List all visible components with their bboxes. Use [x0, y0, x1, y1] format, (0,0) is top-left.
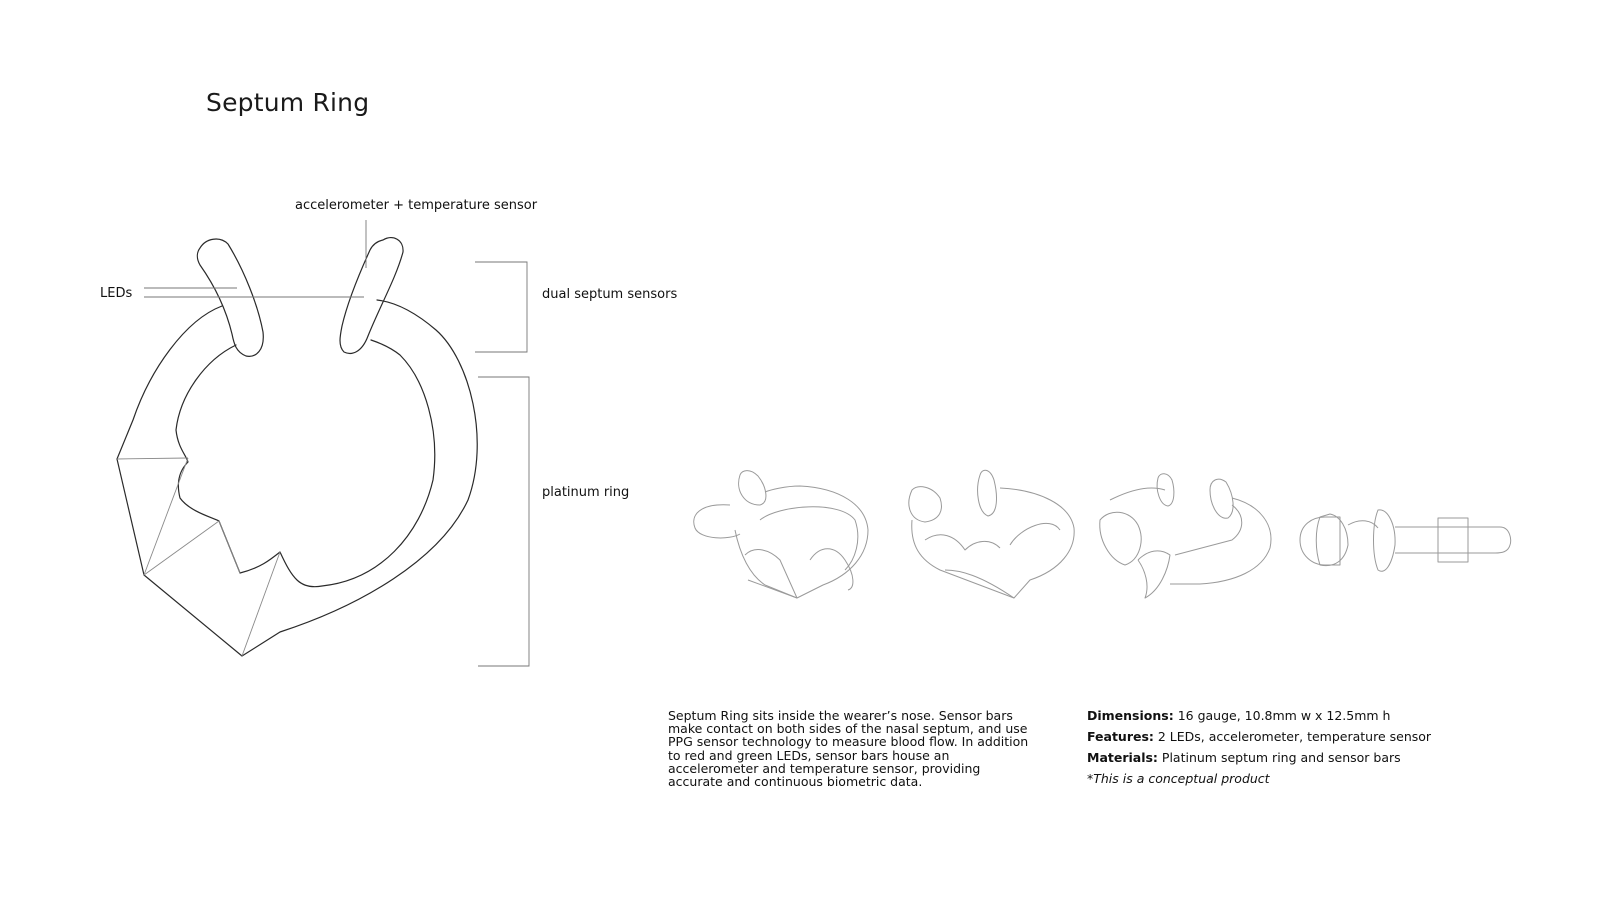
spec-features — [1087, 729, 1431, 750]
conceptual-note: *This is a conceptual product — [1087, 771, 1270, 786]
spec-dimensions-label: Dimensions: — [1087, 708, 1174, 723]
spec-features-value: 2 LEDs, accelerometer, temperature sensor — [1153, 729, 1432, 744]
dual-sensor-bracket — [475, 262, 527, 352]
ring-view-3 — [1100, 474, 1271, 598]
ring-view-2 — [909, 470, 1074, 598]
product-description: Septum Ring sits inside the wearer’s nose. Sensor bars make contact on both sides of the nasal septum, and use PPG sensor technology to measure blood flow. In addition to red and green LEDs, sensor bars house an accelerometer and temperature sensor, providing accurate and continuous biometric data. — [668, 708, 1029, 790]
ring-outer-outline — [117, 300, 477, 656]
facet-line — [242, 552, 280, 656]
platinum-ring-label: platinum ring — [542, 485, 630, 500]
sensor-bar-label: accelerometer + temperature sensor — [295, 198, 538, 213]
facet-line — [117, 458, 188, 459]
left-sensor-bar — [197, 239, 263, 356]
facet-line — [219, 521, 240, 573]
ring-view-1 — [694, 471, 868, 598]
right-sensor-bar — [340, 238, 403, 354]
spec-dimensions-value: 16 gauge, 10.8mm w x 12.5mm h — [1173, 708, 1391, 723]
spec-materials-value: Platinum septum ring and sensor bars — [1157, 750, 1401, 765]
spec-materials-label: Materials: — [1087, 750, 1158, 765]
spec-dimensions — [1087, 708, 1431, 729]
platinum-ring-bracket — [478, 377, 529, 666]
ring-view-4 — [1300, 510, 1511, 571]
dual-septum-sensors-label: dual septum sensors — [542, 287, 678, 302]
page-title: Septum Ring — [206, 88, 370, 117]
facet-line — [144, 458, 188, 575]
ring-inner-outline — [176, 340, 435, 587]
leds-label: LEDs — [100, 286, 133, 301]
product-specs — [1087, 708, 1431, 792]
spec-features-label: Features: — [1087, 729, 1154, 744]
spec-materials — [1087, 750, 1431, 771]
facet-line — [144, 521, 219, 575]
